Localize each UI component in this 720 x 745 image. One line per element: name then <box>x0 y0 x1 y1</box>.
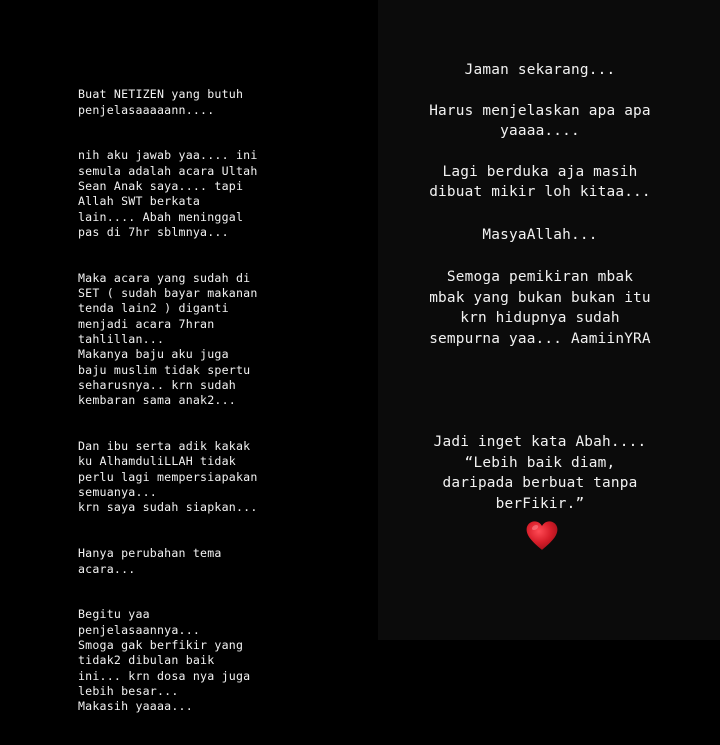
left-caption-paragraph: Dan ibu serta adik kakak ku AlhamduliLLAH tidak perlu lagi mempersiapakan semuanya... krn saya sudah siapkan... <box>78 439 258 515</box>
left-caption-paragraph: Maka acara yang sudah di SET ( sudah bayar makanan tenda lain2 ) diganti menjadi acara 7hran tahlillan... Makanya baju aku juga baju muslim tidak spertu seharusnya.. krn sudah kembaran sama anak2... <box>78 270 258 408</box>
left-caption-paragraph: nih aku jawab yaa.... ini semula adalah acara Ultah Sean Anak saya.... tapi Allah SWT berkata lain.... Abah meninggal pas di 7hr sblmnya... <box>78 148 258 239</box>
right-caption-line: Jaman sekarang... <box>464 62 616 78</box>
right-caption-line: Lagi berduka aja masih dibuat mikir loh kitaa... <box>429 163 651 200</box>
left-caption-paragraph: Hanya perubahan tema acara... <box>78 546 222 576</box>
left-caption-paragraph: Buat NETIZEN yang butuh penjelasaaaaann.... <box>78 87 244 117</box>
right-caption-line: Semoga pemikiran mbak mbak yang bukan bukan itu krn hidupnya sudah sempurna yaa... AamiinYRA <box>429 269 651 347</box>
left-caption-paragraph: Begitu yaa penjelasaannya... Smoga gak berfikir yang tidak2 dibulan baik ini... krn dosa nya juga lebih besar... Makasih yaaaa... <box>78 607 251 714</box>
right-caption-line: Harus menjelaskan apa apa yaaaa.... <box>429 102 651 139</box>
left-caption-text <box>78 72 368 745</box>
heart-icon <box>525 519 559 553</box>
right-caption-text <box>378 60 702 553</box>
quote-text: Jadi inget kata Abah.... “Lebih baik diam, daripada berbuat tanpa berFikir.” <box>433 434 647 512</box>
right-caption-line: MasyaAllah... <box>482 226 598 243</box>
